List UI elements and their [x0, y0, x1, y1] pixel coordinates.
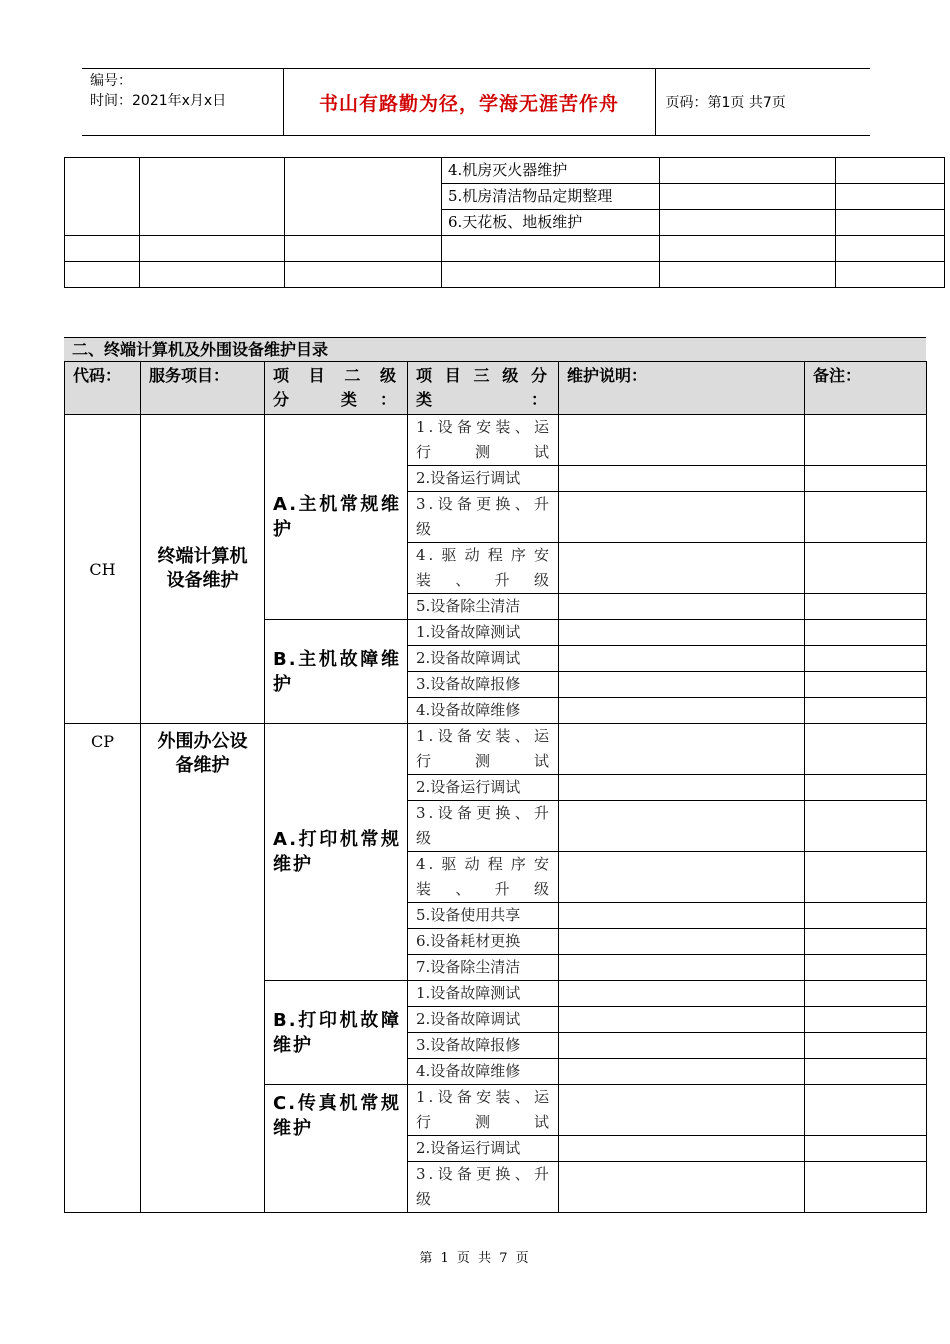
table-row — [65, 158, 945, 184]
table-cell — [805, 1033, 927, 1059]
table-cell — [805, 852, 927, 903]
section-title: 二、终端计算机及外围设备维护目录 — [64, 337, 926, 361]
table-cell — [559, 492, 805, 543]
list-item: 2.设备运行调试 — [408, 1136, 559, 1162]
list-item: 5.设备除尘清洁 — [408, 594, 559, 620]
list-item: 4.驱动程序安装、升级 — [408, 543, 559, 594]
table-cell — [559, 672, 805, 698]
table-cell — [805, 1085, 927, 1136]
table-cell — [805, 929, 927, 955]
subgroup-cp-a: A.打印机常规维护 — [265, 724, 408, 981]
table-cell: 5.机房清洁物品定期整理 — [442, 184, 660, 210]
table-cell — [140, 262, 285, 288]
table-cell — [559, 852, 805, 903]
table-cell — [559, 1033, 805, 1059]
table-cell — [559, 955, 805, 981]
table-cell — [559, 543, 805, 594]
table-cell — [442, 262, 660, 288]
table-cell: 4.机房灭火器维护 — [442, 158, 660, 184]
table-cell — [805, 724, 927, 775]
table-cell — [805, 801, 927, 852]
table-row — [65, 236, 945, 262]
list-item: 3.设备更换、升级 — [408, 492, 559, 543]
table-cell — [65, 236, 140, 262]
list-item: 5.设备使用共享 — [408, 903, 559, 929]
header-level2: 项 目 二 级 分 类： — [265, 362, 408, 415]
group-code-cp: CP — [65, 724, 141, 1213]
group-code-ch: CH — [65, 415, 141, 724]
table-cell — [559, 466, 805, 492]
table-header-row — [65, 362, 927, 415]
list-item: 2.设备故障调试 — [408, 646, 559, 672]
table-cell — [805, 698, 927, 724]
table-cell — [660, 262, 836, 288]
table-cell — [65, 158, 140, 236]
table-cell — [805, 543, 927, 594]
list-item: 1.设备故障测试 — [408, 620, 559, 646]
table-cell — [559, 646, 805, 672]
table-cell — [559, 929, 805, 955]
table-cell — [805, 672, 927, 698]
table-cell — [65, 262, 140, 288]
list-item: 1.设备安装、运行测试 — [408, 724, 559, 775]
header-date: 时间：2021年x月x日 — [90, 93, 227, 109]
table-cell — [559, 903, 805, 929]
table-cell — [660, 158, 836, 184]
list-item: 2.设备运行调试 — [408, 466, 559, 492]
header-number: 编号： — [90, 73, 132, 89]
table-cell — [559, 415, 805, 466]
table-cell: 6.天花板、地板维护 — [442, 210, 660, 236]
subgroup-cp-c: C.传真机常规维护 — [265, 1085, 408, 1213]
table-cell — [140, 236, 285, 262]
table-cell — [285, 236, 442, 262]
table-cell — [805, 903, 927, 929]
list-item: 4.设备故障维修 — [408, 698, 559, 724]
table-cell — [805, 775, 927, 801]
list-item: 1.设备安装、运行测试 — [408, 1085, 559, 1136]
list-item: 6.设备耗材更换 — [408, 929, 559, 955]
group-service-ch: 终端计算机设备维护 — [141, 415, 265, 724]
group-service-cp: 外围办公设备维护 — [141, 724, 265, 1213]
previous-section-table — [64, 157, 945, 288]
table-cell — [805, 1059, 927, 1085]
table-cell — [660, 184, 836, 210]
list-item: 1.设备故障测试 — [408, 981, 559, 1007]
table-cell — [836, 236, 945, 262]
table-cell — [140, 158, 285, 236]
table-cell — [559, 1059, 805, 1085]
list-item: 4.驱动程序安装、升级 — [408, 852, 559, 903]
table-cell — [559, 594, 805, 620]
table-cell — [442, 236, 660, 262]
table-cell — [805, 981, 927, 1007]
list-item: 3.设备故障报修 — [408, 672, 559, 698]
list-item: 3.设备更换、升级 — [408, 1162, 559, 1213]
page-footer: 第 1 页 共 7 页 — [419, 1251, 531, 1266]
table-row — [65, 724, 927, 775]
table-cell — [805, 1007, 927, 1033]
subgroup-ch-a: A.主机常规维护 — [265, 415, 408, 620]
table-cell — [805, 1162, 927, 1213]
table-cell — [805, 492, 927, 543]
header-meta — [82, 69, 283, 136]
header-description: 维护说明： — [559, 362, 805, 415]
list-item: 3.设备更换、升级 — [408, 801, 559, 852]
table-cell — [559, 981, 805, 1007]
table-cell — [559, 1136, 805, 1162]
header-level3: 项 目 三 级 分 类： — [408, 362, 559, 415]
header-remarks: 备注： — [805, 362, 927, 415]
table-cell — [559, 1162, 805, 1213]
table-cell — [836, 262, 945, 288]
table-cell — [559, 698, 805, 724]
table-cell — [805, 594, 927, 620]
table-cell — [660, 236, 836, 262]
table-cell — [836, 210, 945, 236]
header-code: 代码： — [65, 362, 141, 415]
table-cell — [805, 466, 927, 492]
table-cell — [805, 955, 927, 981]
list-item: 2.设备运行调试 — [408, 775, 559, 801]
header-service: 服务项目： — [141, 362, 265, 415]
table-cell — [660, 210, 836, 236]
list-item: 4.设备故障维修 — [408, 1059, 559, 1085]
table-cell — [285, 158, 442, 236]
table-cell — [559, 801, 805, 852]
maintenance-catalog-table — [64, 361, 927, 1213]
subgroup-cp-b: B.打印机故障维护 — [265, 981, 408, 1085]
table-cell — [805, 415, 927, 466]
header-page: 页码：第1页 共7页 — [655, 69, 870, 136]
list-item: 2.设备故障调试 — [408, 1007, 559, 1033]
list-item: 3.设备故障报修 — [408, 1033, 559, 1059]
list-item: 7.设备除尘清洁 — [408, 955, 559, 981]
table-cell — [805, 620, 927, 646]
table-row — [65, 415, 927, 466]
table-cell — [559, 1085, 805, 1136]
table-cell — [836, 184, 945, 210]
table-cell — [559, 1007, 805, 1033]
table-cell — [559, 620, 805, 646]
table-cell — [559, 724, 805, 775]
table-cell — [559, 775, 805, 801]
table-cell — [836, 158, 945, 184]
table-row — [65, 262, 945, 288]
table-cell — [285, 262, 442, 288]
document-header — [82, 68, 870, 136]
subgroup-ch-b: B.主机故障维护 — [265, 620, 408, 724]
list-item: 1.设备安装、运行测试 — [408, 415, 559, 466]
table-cell — [805, 646, 927, 672]
header-motto: 书山有路勤为径，学海无涯苦作舟 — [283, 69, 655, 136]
table-cell — [805, 1136, 927, 1162]
